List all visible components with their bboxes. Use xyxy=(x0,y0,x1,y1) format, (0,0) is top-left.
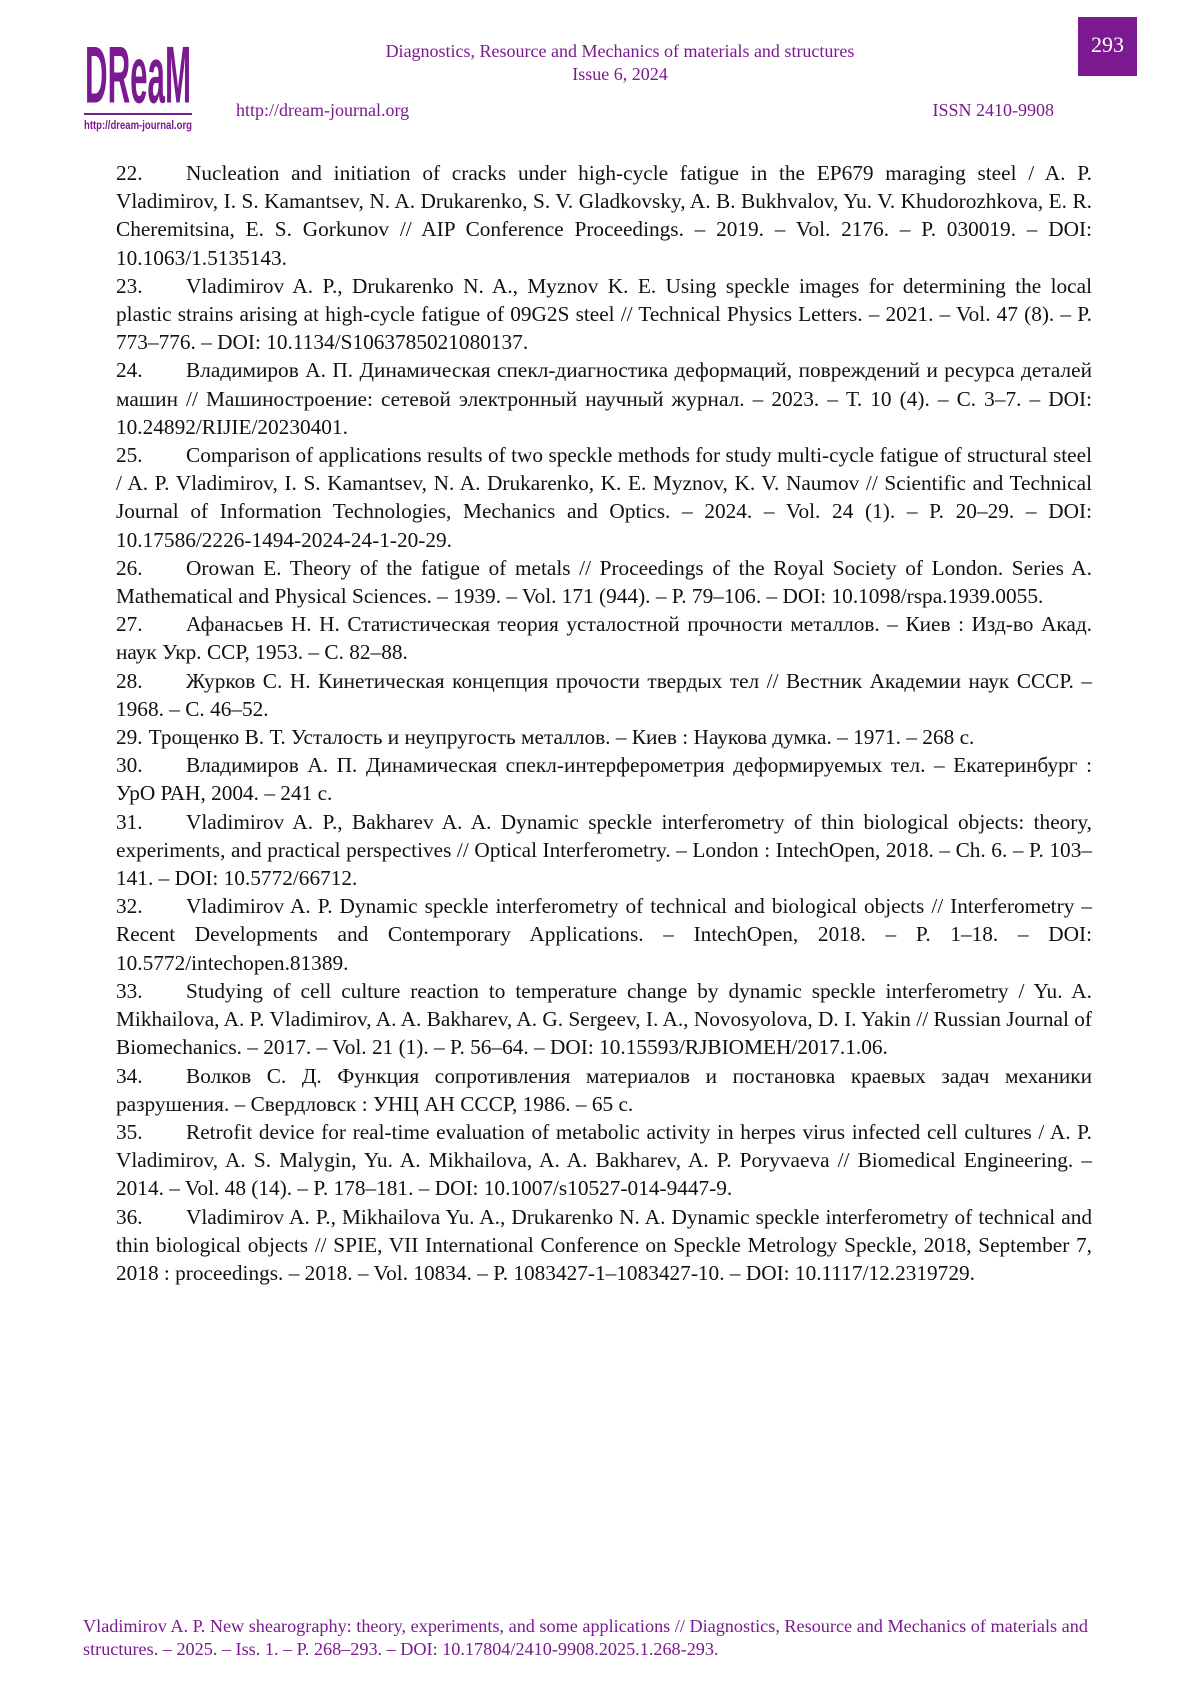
reference-item xyxy=(116,1203,1092,1288)
journal-issn: ISSN 2410-9908 xyxy=(932,100,1054,120)
reference-item xyxy=(116,554,1092,610)
reference-text: Vladimirov A. P., Mikhailova Yu. A., Drukarenko N. A. Dynamic speckle interferometry of technical and thin biological objects // SPIE, VII International Conference on Speckle Metrology Speckle, 2018, September 7, 2018 : proceedings. – 2018. – Vol. 10834. – P. 1083427-1–1083427-10. – DOI: 10.1117/12.2319729. xyxy=(116,1204,1092,1285)
reference-number: 31. xyxy=(116,809,143,834)
svg-text:http://dream-journal.org: http://dream-journal.org xyxy=(84,118,192,132)
reference-item xyxy=(116,356,1092,441)
reference-item xyxy=(116,272,1092,357)
reference-number: 36. xyxy=(116,1204,143,1229)
reference-number: 29. xyxy=(116,725,143,750)
reference-item xyxy=(116,723,1092,751)
reference-text: Studying of cell culture reaction to temperature change by dynamic speckle interferometry / Yu. A. Mikhailova, A. P. Vladimirov, A. A. Bakharev, A. G. Sergeev, I. A., Novosyolova, D. I. Yakin // Russian Journal of Biomechanics. – 2017. – Vol. 21 (1). – P. 56–64. – DOI: 10.15593/RJBIOMEH/2017.1.06. xyxy=(116,978,1092,1060)
reference-number: 30. xyxy=(116,753,143,778)
reference-text: Владимиров А. П. Динамическая спекл-интерферометрия деформируемых тел. – Екатеринбург : УрО РАН, 2004. – 241 с. xyxy=(116,753,1092,806)
reference-text: Трощенко В. Т. Усталость и неупругость металлов. – Киев : Наукова думка. – 1971. – 268 с. xyxy=(148,725,975,750)
journal-title xyxy=(280,40,960,86)
reference-number: 27. xyxy=(116,612,143,637)
reference-list xyxy=(116,159,1092,1287)
reference-text: Vladimirov A. P., Drukarenko N. A., Myznov K. E. Using speckle images for determining the local plastic strains arising at high-cycle fatigue of 09G2S steel // Technical Physics Letters. – 2021. – Vol. 47 (8). – P. 773–776. – DOI: 10.1134/S1063785021080137. xyxy=(116,273,1092,355)
reference-number: 25. xyxy=(116,443,143,468)
page-number-badge: 293 xyxy=(1078,17,1137,76)
citation-footer: Vladimirov A. P. New shearography: theory, experiments, and some applications // Diagnostics, Resource and Mechanics of materials and structures. – 2025. – Iss. 1. – P. 268–293. – DOI: 10.17804/2410-9908.2025.1.268-293. xyxy=(83,1616,1088,1659)
reference-text: Vladimirov A. P., Bakharev A. A. Dynamic speckle interferometry of thin biological objects: theory, experiments, and practical perspectives // Optical Interferometry. – London : IntechOpen, 2018. – Ch. 6. – P. 103–141. – DOI: 10.5772/66712. xyxy=(116,809,1092,891)
reference-item xyxy=(116,159,1092,272)
reference-text: Волков С. Д. Функция сопротивления материалов и постановка краевых задач механики разрушения. – Свердловск : УНЦ АН СССР, 1986. – 65 с. xyxy=(116,1063,1092,1116)
svg-text:DReaM: DReaM xyxy=(84,29,191,121)
reference-text: Владимиров А. П. Динамическая спекл-диагностика деформаций, повреждений и ресурса деталей машин // Машиностроение: сетевой электронный научный журнал. – 2023. – Т. 10 (4). – С. 3–7. – DOI: 10.24892/RIJIE/20230401. xyxy=(116,358,1092,439)
reference-number: 26. xyxy=(116,555,143,580)
reference-item xyxy=(116,1062,1092,1118)
reference-number: 28. xyxy=(116,668,143,693)
reference-number: 24. xyxy=(116,358,143,383)
journal-logo xyxy=(82,16,194,132)
reference-number: 33. xyxy=(116,978,143,1003)
reference-item xyxy=(116,808,1092,893)
reference-item xyxy=(116,667,1092,723)
reference-text: Vladimirov A. P. Dynamic speckle interferometry of technical and biological objects // Interferometry – Recent Developments and Contemporary Applications. – IntechOpen, 2018. – P. 1–18. – DOI: 10.5772/intechopen.81389. xyxy=(116,894,1092,975)
reference-item xyxy=(116,441,1092,554)
reference-number: 32. xyxy=(116,894,143,919)
reference-number: 23. xyxy=(116,273,143,298)
journal-name: Diagnostics, Resource and Mechanics of materials and structures xyxy=(385,41,855,61)
reference-number: 22. xyxy=(116,161,143,185)
reference-item xyxy=(116,610,1092,666)
reference-item xyxy=(116,892,1092,977)
reference-number: 34. xyxy=(116,1063,143,1088)
journal-url-link[interactable]: http://dream-journal.org xyxy=(236,100,410,120)
reference-text: Nucleation and initiation of cracks under high-cycle fatigue in the EP679 maraging steel / A. P. Vladimirov, I. S. Kamantsev, N. A. Drukarenko, S. V. Gladkovsky, A. B. Bukhvalov, Yu. V. Khudorozhkova, E. R. Cheremitsina, E. S. Gorkunov // AIP Conference Proceedings. – 2019. – Vol. 2176. – P. 030019. – DOI: 10.1063/1.5135143. xyxy=(116,161,1092,270)
reference-text: Журков С. Н. Кинетическая концепция прочости твердых тел // Вестник Академии наук СССР. – 1968. – С. 46–52. xyxy=(116,668,1092,721)
reference-text: Comparison of applications results of two speckle methods for study multi-cycle fatigue of structural steel / A. P. Vladimirov, I. S. Kamantsev, N. A. Drukarenko, K. E. Myznov, K. V. Naumov // Scientific and Technical Journal of Information Technologies, Mechanics and Optics. – 2024. – Vol. 24 (1). – P. 20–29. – DOI: 10.17586/2226-1494-2024-24-1-20-29. xyxy=(116,443,1092,552)
reference-item xyxy=(116,1118,1092,1203)
journal-issue: Issue 6, 2024 xyxy=(572,64,668,84)
reference-item xyxy=(116,751,1092,807)
reference-text: Афанасьев Н. Н. Статистическая теория усталостной прочности металлов. – Киев : Изд-во Акад. наук Укр. ССР, 1953. – С. 82–88. xyxy=(116,612,1092,665)
reference-number: 35. xyxy=(116,1119,143,1144)
reference-text: Retrofit device for real-time evaluation of metabolic activity in herpes virus infected cell cultures / A. P. Vladimirov, A. S. Malygin, Yu. A. Mikhailova, A. A. Bakharev, A. P. Poryvaeva // Biomedical Engineering. – 2014. – Vol. 48 (14). – P. 178–181. – DOI: 10.1007/s10527-014-9447-9. xyxy=(116,1119,1092,1201)
reference-item xyxy=(116,977,1092,1062)
reference-text: Orowan E. Theory of the fatigue of metals // Proceedings of the Royal Society of London. Series A. Mathematical and Physical Sciences. – 1939. – Vol. 171 (944). – P. 79–106. – DOI: 10.1098/rspa.1939.0055. xyxy=(116,555,1092,609)
